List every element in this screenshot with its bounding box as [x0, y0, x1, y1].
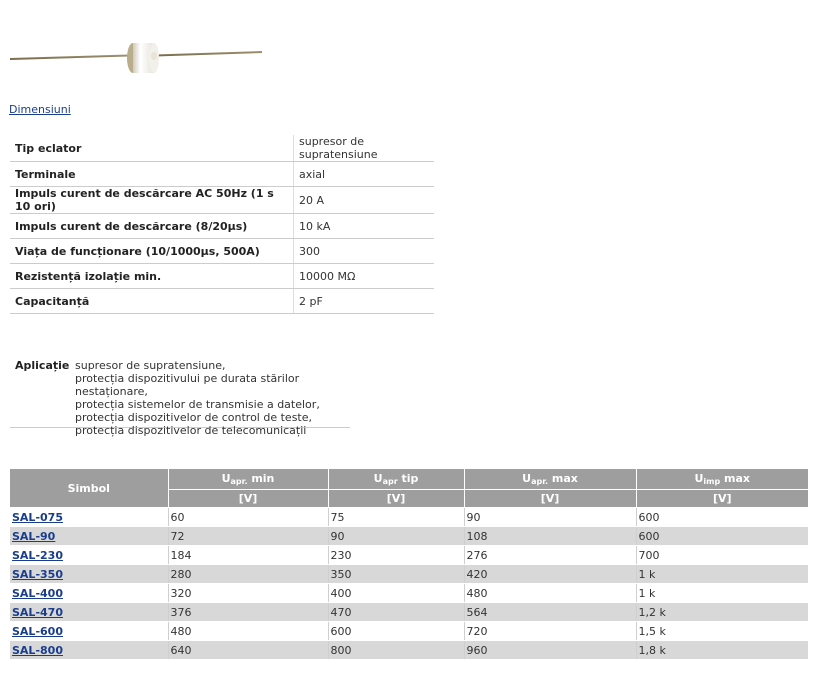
product-link[interactable]: SAL-400 — [12, 586, 63, 600]
applications-block — [10, 356, 350, 437]
table-cell: 90 — [328, 527, 464, 546]
col-header-uapr-max: $U_{apr.}$ max — [464, 469, 636, 490]
spec-value: axial — [294, 162, 435, 187]
spec-value: 10 kA — [294, 214, 435, 239]
table-cell: 564 — [464, 603, 636, 622]
spec-value: 2 pF — [294, 289, 435, 314]
spec-key: Terminale — [10, 162, 294, 187]
table-cell: 230 — [328, 546, 464, 565]
product-link[interactable]: SAL-350 — [12, 567, 63, 581]
spec-row — [10, 239, 434, 264]
table-cell: 108 — [464, 527, 636, 546]
product-link[interactable]: SAL-470 — [12, 605, 63, 619]
application-item: protecția dispozitivelor de telecomunicații — [75, 424, 307, 437]
col-header-uimp-max: $U_{imp}$ max — [636, 469, 808, 490]
table-cell: 1,2 k — [636, 603, 808, 622]
product-link[interactable]: SAL-800 — [12, 643, 63, 657]
col-header-uapr-min: $U_{apr.}$ min — [168, 469, 328, 490]
specs-table — [10, 135, 434, 314]
spec-row — [10, 187, 434, 214]
table-cell: 600 — [636, 508, 808, 527]
table-cell: 600 — [328, 622, 464, 641]
models-table — [10, 469, 808, 660]
table-cell: 960 — [464, 641, 636, 660]
product-link[interactable]: SAL-600 — [12, 624, 63, 638]
spec-key: Capacitanță — [10, 289, 294, 314]
table-row — [10, 603, 808, 622]
table-row — [10, 527, 808, 546]
table-cell: 72 — [168, 527, 328, 546]
table-cell: 480 — [168, 622, 328, 641]
spec-row — [10, 135, 434, 162]
application-item: protecția dispozitivelor de control de teste, — [75, 411, 312, 424]
unit-header: [V] — [636, 490, 808, 508]
table-row — [10, 584, 808, 603]
table-cell: 600 — [636, 527, 808, 546]
applications-label: Aplicație — [15, 359, 70, 372]
application-item: supresor de supratensiune, — [75, 359, 226, 372]
spec-value: 300 — [294, 239, 435, 264]
table-header-row — [10, 469, 808, 490]
table-cell: 700 — [636, 546, 808, 565]
table-cell: 470 — [328, 603, 464, 622]
table-row — [10, 565, 808, 584]
table-cell: 1,5 k — [636, 622, 808, 641]
table-cell: 376 — [168, 603, 328, 622]
table-cell: 720 — [464, 622, 636, 641]
unit-header: [V] — [464, 490, 636, 508]
product-link[interactable]: SAL-230 — [12, 548, 63, 562]
application-item: protecția sistemelor de transmisie a datelor, — [75, 398, 320, 411]
table-cell: 400 — [328, 584, 464, 603]
spec-key: Viața de funcționare (10/1000µs, 500A) — [10, 239, 294, 264]
dimensions-link[interactable]: Dimensiuni — [9, 103, 71, 116]
table-cell: 350 — [328, 565, 464, 584]
spec-row — [10, 162, 434, 187]
product-link[interactable]: SAL-075 — [12, 510, 63, 524]
table-cell: 320 — [168, 584, 328, 603]
table-cell: 640 — [168, 641, 328, 660]
application-item: protecția dispozitivului pe durata stărilor nestaționare, — [75, 372, 300, 398]
table-cell: 420 — [464, 565, 636, 584]
col-header-symbol: Simbol — [10, 469, 168, 508]
spec-row — [10, 289, 434, 314]
product-link[interactable]: SAL-90 — [12, 529, 56, 543]
spec-key: Impuls curent de descărcare AC 50Hz (1 s 10 ori) — [10, 187, 294, 214]
table-cell: 480 — [464, 584, 636, 603]
unit-header: [V] — [328, 490, 464, 508]
spec-key: Rezistență izolație min. — [10, 264, 294, 289]
table-row — [10, 546, 808, 565]
spec-key: Impuls curent de descărcare (8/20µs) — [10, 214, 294, 239]
table-cell: 1 k — [636, 584, 808, 603]
table-cell: 90 — [464, 508, 636, 527]
unit-header: [V] — [168, 490, 328, 508]
table-cell: 800 — [328, 641, 464, 660]
product-image — [10, 40, 265, 82]
spec-row — [10, 264, 434, 289]
table-cell: 60 — [168, 508, 328, 527]
table-cell: 276 — [464, 546, 636, 565]
table-cell: 75 — [328, 508, 464, 527]
table-cell: 1 k — [636, 565, 808, 584]
table-row — [10, 622, 808, 641]
table-row — [10, 508, 808, 527]
spec-value: 20 A — [294, 187, 435, 214]
spec-key: Tip eclator — [10, 135, 294, 162]
spec-value: supresor de supratensiune — [294, 135, 435, 162]
spec-row — [10, 214, 434, 239]
applications-list — [75, 359, 350, 437]
table-cell: 1,8 k — [636, 641, 808, 660]
table-row — [10, 641, 808, 660]
table-cell: 184 — [168, 546, 328, 565]
col-header-uapr-tip: $U_{apr}$ tip — [328, 469, 464, 490]
table-cell: 280 — [168, 565, 328, 584]
spec-value: 10000 MΩ — [294, 264, 435, 289]
